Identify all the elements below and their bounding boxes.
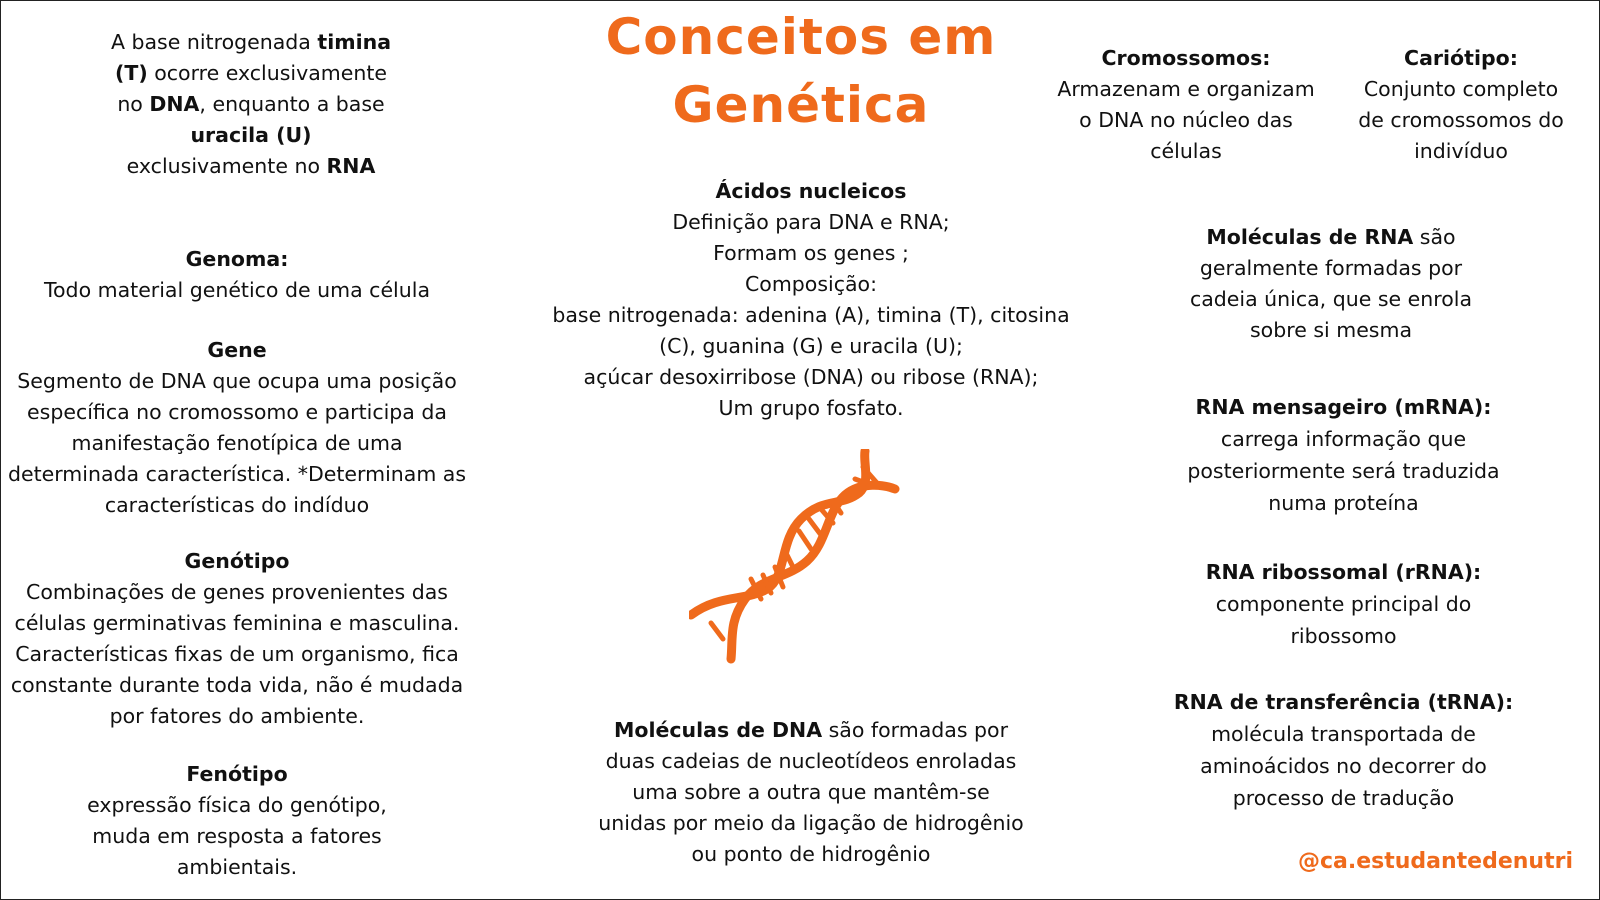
acidos-heading: Ácidos nucleicos [715, 179, 907, 203]
acidos-line: Definição para DNA e RNA; [672, 210, 950, 234]
gene-heading: Gene [207, 338, 267, 362]
gene-line: específica no cromossomo e participa da [27, 400, 447, 424]
rrna-heading: RNA ribossomal (rRNA): [1205, 560, 1482, 584]
cariotipo-line: de cromossomos do [1358, 108, 1564, 132]
genotipo-section [1, 546, 473, 732]
cariotipo-line: Conjunto completo [1363, 77, 1559, 101]
mrna-line: numa proteína [1268, 491, 1419, 515]
trna-line: processo de tradução [1232, 786, 1455, 810]
cariotipo-section [1341, 43, 1581, 167]
title-line-1: Conceitos em [605, 8, 997, 66]
rna-molecules-line: sobre si mesma [1249, 318, 1413, 342]
cariotipo-heading: Cariótipo: [1404, 46, 1518, 70]
rna-molecules-line: geralmente formadas por [1199, 256, 1463, 280]
cromossomos-line: células [1150, 139, 1222, 163]
mrna-heading: RNA mensageiro (mRNA): [1195, 395, 1492, 419]
acidos-line: (C), guanina (G) e uracila (U); [659, 334, 963, 358]
dna-molecules-section: Moléculas de DNA são formadas por duas cadeias de nucleotídeos enroladas uma sobre a outra que mantêm-se unidas por meio da ligação de hidrogênio ou ponto de hidrogênio [561, 715, 1061, 870]
genoma-text: Todo material genético de uma célula [43, 278, 431, 302]
trna-line: aminoácidos no decorrer do [1200, 754, 1487, 778]
gene-line: Segmento de DNA que ocupa uma posição [17, 369, 457, 393]
mrna-line: carrega informação que [1220, 427, 1467, 451]
base-note: A base nitrogenada timina (T) ocorre exclusivamente no DNA, enquanto a base uracila (U) exclusivamente no RNA [110, 30, 392, 178]
gene-line: determinada característica. *Determinam as [7, 462, 467, 486]
rna-molecules-bold: Moléculas de RNA [1206, 225, 1414, 249]
title-line-2: Genética [672, 76, 930, 134]
dna-strand-a [691, 451, 866, 615]
gene-line: manifestação fenotípica de uma [71, 431, 403, 455]
rrna-section [1151, 556, 1536, 652]
acidos-nucleicos-section [541, 176, 1081, 424]
fenotipo-line: expressão física do genótipo, [87, 793, 387, 817]
dna-helix-icon [689, 449, 917, 665]
trna-heading: RNA de transferência (tRNA): [1173, 690, 1514, 714]
fenotipo-section [1, 759, 473, 883]
cromossomos-line: o DNA no núcleo das [1079, 108, 1293, 132]
acidos-line: Composição: [744, 272, 878, 296]
dna-molecules-line: uma sobre a outra que mantêm-se [632, 780, 990, 804]
trna-line: molécula transportada de [1211, 722, 1476, 746]
dna-molecules-line: ou ponto de hidrogênio [691, 842, 931, 866]
dna-molecules-line: duas cadeias de nucleotídeos enroladas [605, 749, 1017, 773]
mrna-line: posteriormente será traduzida [1187, 459, 1500, 483]
rrna-line: ribossomo [1290, 624, 1397, 648]
genotipo-line: células germinativas feminina e masculina. [14, 611, 460, 635]
rna-molecules-section: Moléculas de RNA são geralmente formadas por cadeia única, que se enrola sobre si mesma [1171, 222, 1491, 346]
mrna-section [1151, 391, 1536, 519]
acidos-line: Um grupo fosfato. [718, 396, 904, 420]
cromossomos-line: Armazenam e organizam [1057, 77, 1315, 101]
dna-molecules-line: unidas por meio da ligação de hidrogênio [598, 811, 1024, 835]
acidos-line: Formam os genes ; [713, 241, 909, 265]
genotipo-line: Combinações de genes provenientes das [26, 580, 448, 604]
fenotipo-line: muda em resposta a fatores [92, 824, 382, 848]
acidos-line: açúcar desoxirribose (DNA) ou ribose (RNA); [583, 365, 1039, 389]
cromossomos-section [1041, 43, 1331, 167]
genotipo-line: Características fixas de um organismo, fica [15, 642, 459, 666]
gene-line: características do indíduo [104, 493, 370, 517]
fenotipo-heading: Fenótipo [186, 762, 288, 786]
author-handle: @ca.estudantedenutri [1297, 849, 1573, 874]
fenotipo-line: ambientais. [176, 855, 298, 879]
rrna-line: componente principal do [1215, 592, 1472, 616]
rna-molecules-line: cadeia única, que se enrola [1189, 287, 1473, 311]
gene-section [1, 335, 473, 521]
genotipo-line: por fatores do ambiente. [109, 704, 365, 728]
acidos-line: base nitrogenada: adenina (A), timina (T), citosina [552, 303, 1070, 327]
cariotipo-line: indivíduo [1414, 139, 1508, 163]
genoma-section [1, 244, 473, 306]
dna-molecules-bold: Moléculas de DNA [613, 718, 823, 742]
genoma-heading: Genoma: [185, 247, 289, 271]
page-title [561, 3, 1041, 139]
genotipo-heading: Genótipo [184, 549, 290, 573]
genotipo-line: constante durante toda vida, não é mudada [10, 673, 464, 697]
cromossomos-heading: Cromossomos: [1101, 46, 1271, 70]
trna-section [1151, 686, 1536, 814]
